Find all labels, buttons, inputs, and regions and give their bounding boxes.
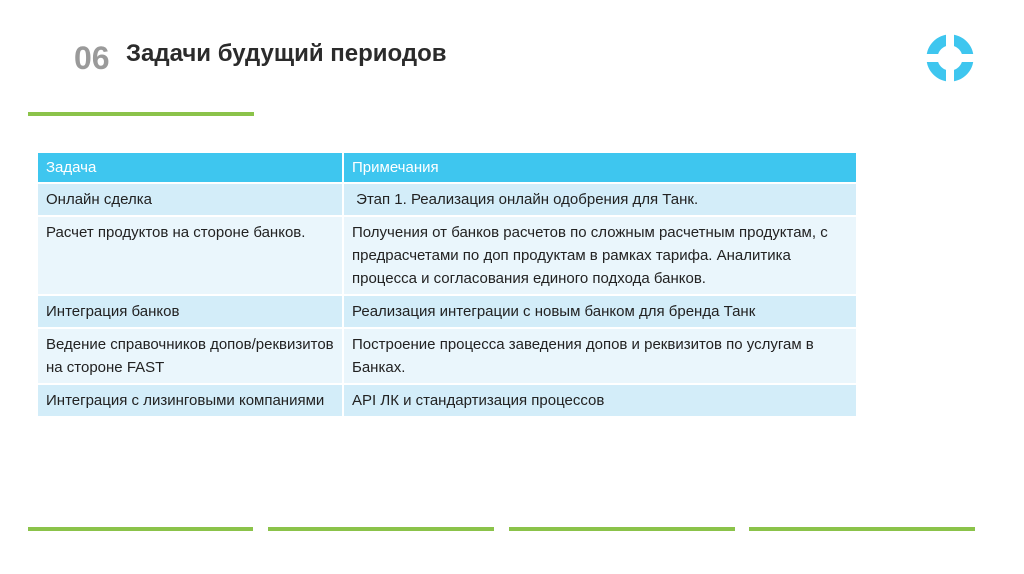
table-row: [37, 384, 857, 417]
footer-bar-1: [28, 527, 253, 531]
footer-bar-4: [749, 527, 975, 531]
task-cell: Ведение справочников допов/реквизитов на стороне FAST: [37, 328, 343, 384]
task-cell: Интеграция с лизинговыми компаниями: [37, 384, 343, 417]
table-row: [37, 328, 857, 384]
footer-bar-3: [509, 527, 735, 531]
task-cell: Расчет продуктов на стороне банков.: [37, 216, 343, 295]
note-cell: Построение процесса заведения допов и реквизитов по услугам в Банках.: [343, 328, 857, 384]
header-task: Задача: [37, 152, 343, 183]
table-row: [37, 295, 857, 328]
slide-number: 06: [74, 40, 110, 76]
header-notes: Примечания: [343, 152, 857, 183]
footer-bar-2: [268, 527, 494, 531]
note-cell: Этап 1. Реализация онлайн одобрения для Танк.: [343, 183, 857, 216]
title-underline: [28, 112, 254, 116]
table-header-row: [37, 152, 857, 183]
slide-title: Задачи будущий периодов: [126, 40, 447, 67]
note-cell: API ЛК и стандартизация процессов: [343, 384, 857, 417]
table-row: [37, 216, 857, 295]
task-cell: Интеграция банков: [37, 295, 343, 328]
tasks-table: [36, 151, 858, 418]
note-cell: Реализация интеграции с новым банком для бренда Танк: [343, 295, 857, 328]
logo-ring-icon: [924, 32, 976, 84]
note-cell: Получения от банков расчетов по сложным расчетным продуктам, с предрасчетами по доп продуктам в рамках тарифа. Аналитика процесса и согласования единого подхода банков.: [343, 216, 857, 295]
task-cell: Онлайн сделка: [37, 183, 343, 216]
table-row: [37, 183, 857, 216]
